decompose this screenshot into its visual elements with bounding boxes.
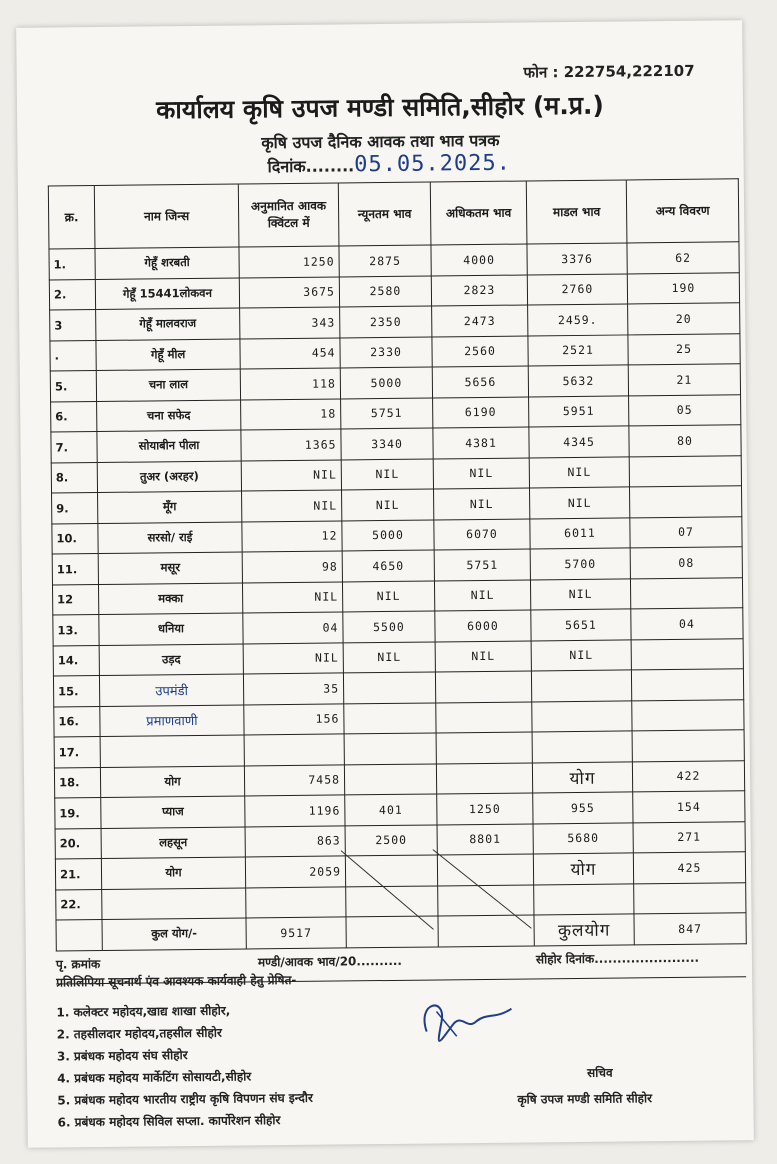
row-commodity: मसूर [98,552,242,584]
signature-mark [406,991,517,1052]
row-min-price: 2580 [339,275,431,306]
row-modal-price: NIL [530,487,630,519]
row-serial: . [50,340,96,371]
row-other [632,730,744,762]
row-modal-price: 5651 [531,609,631,641]
date-line: दिनांक........05.05.2025. [267,150,512,178]
row-serial: 21. [55,858,101,889]
document-sheet [16,20,754,1148]
row-serial: 19. [55,797,101,828]
row-arrival: 2059 [245,856,345,888]
row-max-price: 5751 [434,549,530,581]
row-modal-price: 2521 [528,334,628,366]
row-other: 07 [630,516,742,548]
row-serial: 20. [55,828,101,859]
row-other [631,638,743,670]
row-commodity: योग [100,765,244,797]
row-modal-price: 2760 [527,273,627,305]
grand-total-label: कुल योग/- [102,918,246,950]
row-serial: 14. [53,645,99,676]
row-commodity: चना सफेद [97,400,241,432]
row-min-price: 2350 [340,306,432,337]
grand-total-other: 847 [634,913,746,945]
row-serial: 5. [50,371,96,402]
row-modal-price: योग [533,853,633,885]
row-arrival: 3675 [239,276,339,308]
row-other: 05 [629,394,741,426]
row-other: 62 [627,242,739,274]
row-min-price [344,733,436,764]
recipient-1: 1. कलेक्टर महोदय,खाद्य शाखा सीहोर, [56,1003,231,1020]
phone-number: फोन : 222754,222107 [523,61,695,82]
row-modal-price [532,731,632,763]
row-serial: 11. [52,554,98,585]
row-max-price [436,762,532,794]
row-max-price: 5656 [432,366,528,398]
row-min-price: NIL [341,458,433,489]
row-min-price: 4650 [342,550,434,581]
row-commodity: उपमंडी [99,674,243,706]
col-header-modal-price: माडल भाव [526,180,627,244]
row-modal-price [534,883,634,915]
row-commodity: गेहूँ शरबती [95,247,239,279]
row-modal-price: 3376 [527,243,627,275]
row-commodity: गेहूँ मालवराज [96,308,240,340]
recipient-4: 4. प्रबंधक महोदय मार्केटिंग सोसायटी,सीहोर [57,1069,252,1086]
row-arrival: 118 [240,368,340,400]
row-serial: 1. [49,249,95,280]
recipient-6: 6. प्रबंधक महोदय सिविल सप्ला. कार्पोरेशन सीहोर [57,1113,281,1130]
row-arrival: NIL [241,459,341,491]
row-modal-price: NIL [531,639,631,671]
row-commodity: लहसून [101,826,245,858]
row-arrival [244,734,344,766]
row-max-price: 6190 [433,396,529,428]
document-subtitle: कृषि उपज दैनिक आवक तथा भाव पत्रक [261,130,500,153]
row-commodity [102,887,246,919]
row-min-price: NIL [343,641,435,672]
row-modal-price: 5951 [529,395,629,427]
row-arrival: 7458 [244,764,344,796]
row-other: 80 [629,425,741,457]
row-commodity [100,735,244,767]
row-min-price: 401 [345,794,437,825]
row-min-price [344,763,436,794]
row-min-price: 2875 [339,245,431,276]
row-max-price: NIL [434,579,530,611]
row-max-price [435,671,531,703]
row-arrival: 863 [245,825,345,857]
row-max-price: 6000 [435,610,531,642]
row-arrival: 1250 [239,246,339,278]
row-serial: 9. [52,493,98,524]
signatory-title: सचिव [587,1065,613,1080]
row-commodity: सरसो/ राई [98,521,242,553]
row-commodity: चना लाल [96,369,240,401]
date-value: 05.05.2025. [354,150,512,178]
row-min-price: NIL [342,580,434,611]
date-label: दिनांक [267,156,306,177]
row-arrival: 1196 [245,795,345,827]
row-max-price: 4000 [431,244,527,276]
row-commodity: मूँग [98,491,242,523]
row-max-price [436,701,532,733]
row-max-price: 2823 [431,274,527,306]
row-commodity: गेहूँ 15441लोकवन [95,278,239,310]
row-modal-price: 4345 [529,426,629,458]
row-arrival [246,886,346,918]
row-other: 21 [628,364,740,396]
row-min-price: 5500 [343,611,435,642]
row-serial: 8. [51,462,97,493]
row-max-price: 2473 [432,305,528,337]
row-serial: 22. [56,889,102,920]
row-other: 08 [630,547,742,579]
row-other [634,882,746,914]
row-serial: 6. [51,401,97,432]
row-other: 271 [633,821,745,853]
row-arrival: 156 [244,703,344,735]
row-other: 154 [633,791,745,823]
row-serial: 3 [50,310,96,341]
copy-forward-line: प्रतिलिपिया सूचनार्थ एंव आवश्यक कार्यवाही हेतु प्रेषित- [56,972,297,990]
row-arrival: 1365 [241,429,341,461]
row-max-price: NIL [433,457,529,489]
row-max-price [436,732,532,764]
struck-cells-mark [341,848,532,930]
row-min-price [343,672,435,703]
row-arrival: NIL [242,581,342,613]
row-other [631,669,743,701]
reference-mid: मण्डी/आवक भाव/20.......... [257,953,403,970]
row-min-price: 2330 [340,336,432,367]
col-header-commodity: नाम जिन्स [94,184,239,249]
row-arrival: 35 [243,673,343,705]
row-serial: 13. [53,614,99,645]
row-max-price: NIL [435,640,531,672]
row-commodity: मक्का [98,582,242,614]
col-header-arrival: अनुमानित आवक क्विंटल में [238,183,339,247]
recipient-2: 2. तहसीलदार महोदय,तहसील सीहोर [56,1025,222,1042]
row-max-price: 8801 [437,823,533,855]
row-commodity: तुअर (अरहर) [97,460,241,492]
row-serial: 12 [52,584,98,615]
row-commodity: धनिया [99,613,243,645]
row-other: 04 [631,608,743,640]
row-modal-price: योग [532,761,632,793]
row-other [632,699,744,731]
row-modal-price: NIL [529,456,629,488]
row-max-price: 2560 [432,335,528,367]
row-modal-price: 6011 [530,517,630,549]
row-modal-price: 2459. [528,304,628,336]
col-header-serial: क्र. [48,186,95,249]
row-other [629,455,741,487]
row-other: 422 [632,760,744,792]
row-max-price: 1250 [437,793,533,825]
row-max-price: 4381 [433,427,529,459]
row-arrival: NIL [242,490,342,522]
row-arrival: 18 [241,398,341,430]
reference-date: सीहोर दिनांक....................... [535,950,700,967]
row-min-price: 3340 [341,428,433,459]
rates-table [48,178,747,951]
row-max-price: 6070 [434,518,530,550]
row-modal-price: 5632 [528,365,628,397]
row-arrival: 343 [240,307,340,339]
row-arrival: 98 [242,551,342,583]
row-modal-price [532,700,632,732]
row-min-price: 5000 [340,367,432,398]
table-header-row [48,179,739,249]
row-other [630,577,742,609]
grand-total-arrival: 9517 [246,917,346,949]
row-other: 20 [628,303,740,335]
row-other: 190 [627,272,739,304]
row-min-price: 2500 [345,824,437,855]
col-header-min-price: न्यूनतम भाव [338,182,431,246]
row-commodity: उड़द [99,643,243,675]
row-arrival: 454 [240,337,340,369]
row-serial: 7. [51,432,97,463]
row-serial: 2. [49,279,95,310]
row-serial: 18. [54,767,100,798]
row-max-price: NIL [434,488,530,520]
row-other: 425 [633,852,745,884]
row-min-price: NIL [342,489,434,520]
row-modal-price: 5700 [530,548,630,580]
row-modal-price: 5680 [533,822,633,854]
col-header-other: अन्य विवरण [626,179,739,243]
row-arrival: 04 [243,612,343,644]
row-serial: 17. [54,736,100,767]
row-commodity: प्याज [101,796,245,828]
row-modal-price: 955 [533,792,633,824]
row-commodity: सोयाबीन पीला [97,430,241,462]
reference-number-label: पृ. क्रमांक [55,957,101,972]
row-min-price: 5000 [342,519,434,550]
row-min-price [344,702,436,733]
row-commodity: योग [101,857,245,889]
row-arrival: NIL [243,642,343,674]
signatory-org: कृषि उपज मण्डी समिति सीहोर [517,1091,653,1107]
row-serial: 15. [53,675,99,706]
row-commodity: प्रमाणवाणी [100,704,244,736]
recipient-5: 5. प्रबंधक महोदय भारतीय राष्ट्रीय कृषि विपणन संघ इन्दौर [57,1090,313,1108]
recipient-3: 3. प्रबंधक महोदय संघ सीहोर [56,1048,188,1064]
row-commodity: गेहूँ मील [96,339,240,371]
row-min-price: 5751 [341,397,433,428]
row-serial: 10. [52,523,98,554]
col-header-max-price: अधिकतम भाव [430,181,527,245]
row-modal-price [531,670,631,702]
row-other: 25 [628,333,740,365]
grand-total-modal-label: कुलयोग [534,914,634,946]
office-title: कार्यालय कृषि उपज मण्डी समिति,सीहोर (म.प्र.) [155,90,605,125]
row-other [629,486,741,518]
row-serial: 16. [54,706,100,737]
row-modal-price: NIL [530,578,630,610]
row-arrival: 12 [242,520,342,552]
